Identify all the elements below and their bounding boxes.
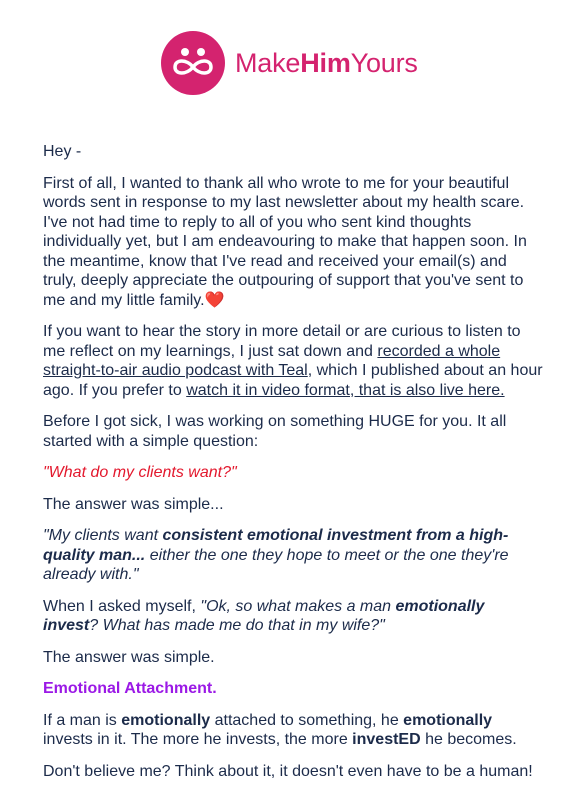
email-header (0, 0, 580, 126)
email-body (43, 142, 543, 793)
quote-question: "What do my clients want?" (43, 464, 237, 481)
brand-name: MakeHimYours (235, 47, 418, 78)
brand-logo[interactable] (161, 31, 418, 95)
paragraph-simple: The answer was simple. (43, 648, 215, 666)
podcast-link[interactable]: recorded a whole straight-to-air audio podcast with Teal (43, 342, 501, 379)
paragraph-podcast: If you want to hear the story in more detail or are curious to listen to me reflect on my learnings, I just sat down and recorded a whole straight-to-air audio podcast with Teal, which I published about an hour ago. If you prefer to watch it in video format, that is also live here. (43, 323, 543, 399)
video-link[interactable]: watch it in video format, that is also live here. (186, 381, 505, 399)
paragraph-asked: When I asked myself, "Ok, so what makes a man emotionally invest? What has made me do that in my wife?" (43, 597, 485, 634)
paragraph-thanks: First of all, I wanted to thank all who wrote to me for your beautiful words sent in response to my last newsletter about my health scare. I've not had time to reply to all of you who sent kind thoughts individually yet, but I am endeavouring to make that happen soon. In the meantime, know that I've read and received your email(s) and truly, deeply appreciate the outpouring of support that you've sent to me and my little family.❤️ (43, 174, 527, 309)
paragraph-huge: Before I got sick, I was working on something HUGE for you. It all started with a simple question: (43, 413, 507, 450)
infinity-couple-icon (161, 31, 225, 95)
quote-clients: "My clients want consistent emotional investment from a high-quality man... either the one they hope to meet or the one they're already with." (43, 527, 509, 583)
greeting: Hey - (43, 143, 82, 160)
paragraph-believe: Don't believe me? Think about it, it doesn't even have to be a human! (43, 762, 533, 780)
heart-icon: ❤️ (204, 291, 225, 309)
paragraph-attachment: If a man is emotionally attached to something, he emotionally invests in it. The more he invests, the more investED he becomes. (43, 711, 517, 748)
paragraph-answer: The answer was simple... (43, 495, 224, 513)
section-heading: Emotional Attachment. (43, 680, 217, 697)
